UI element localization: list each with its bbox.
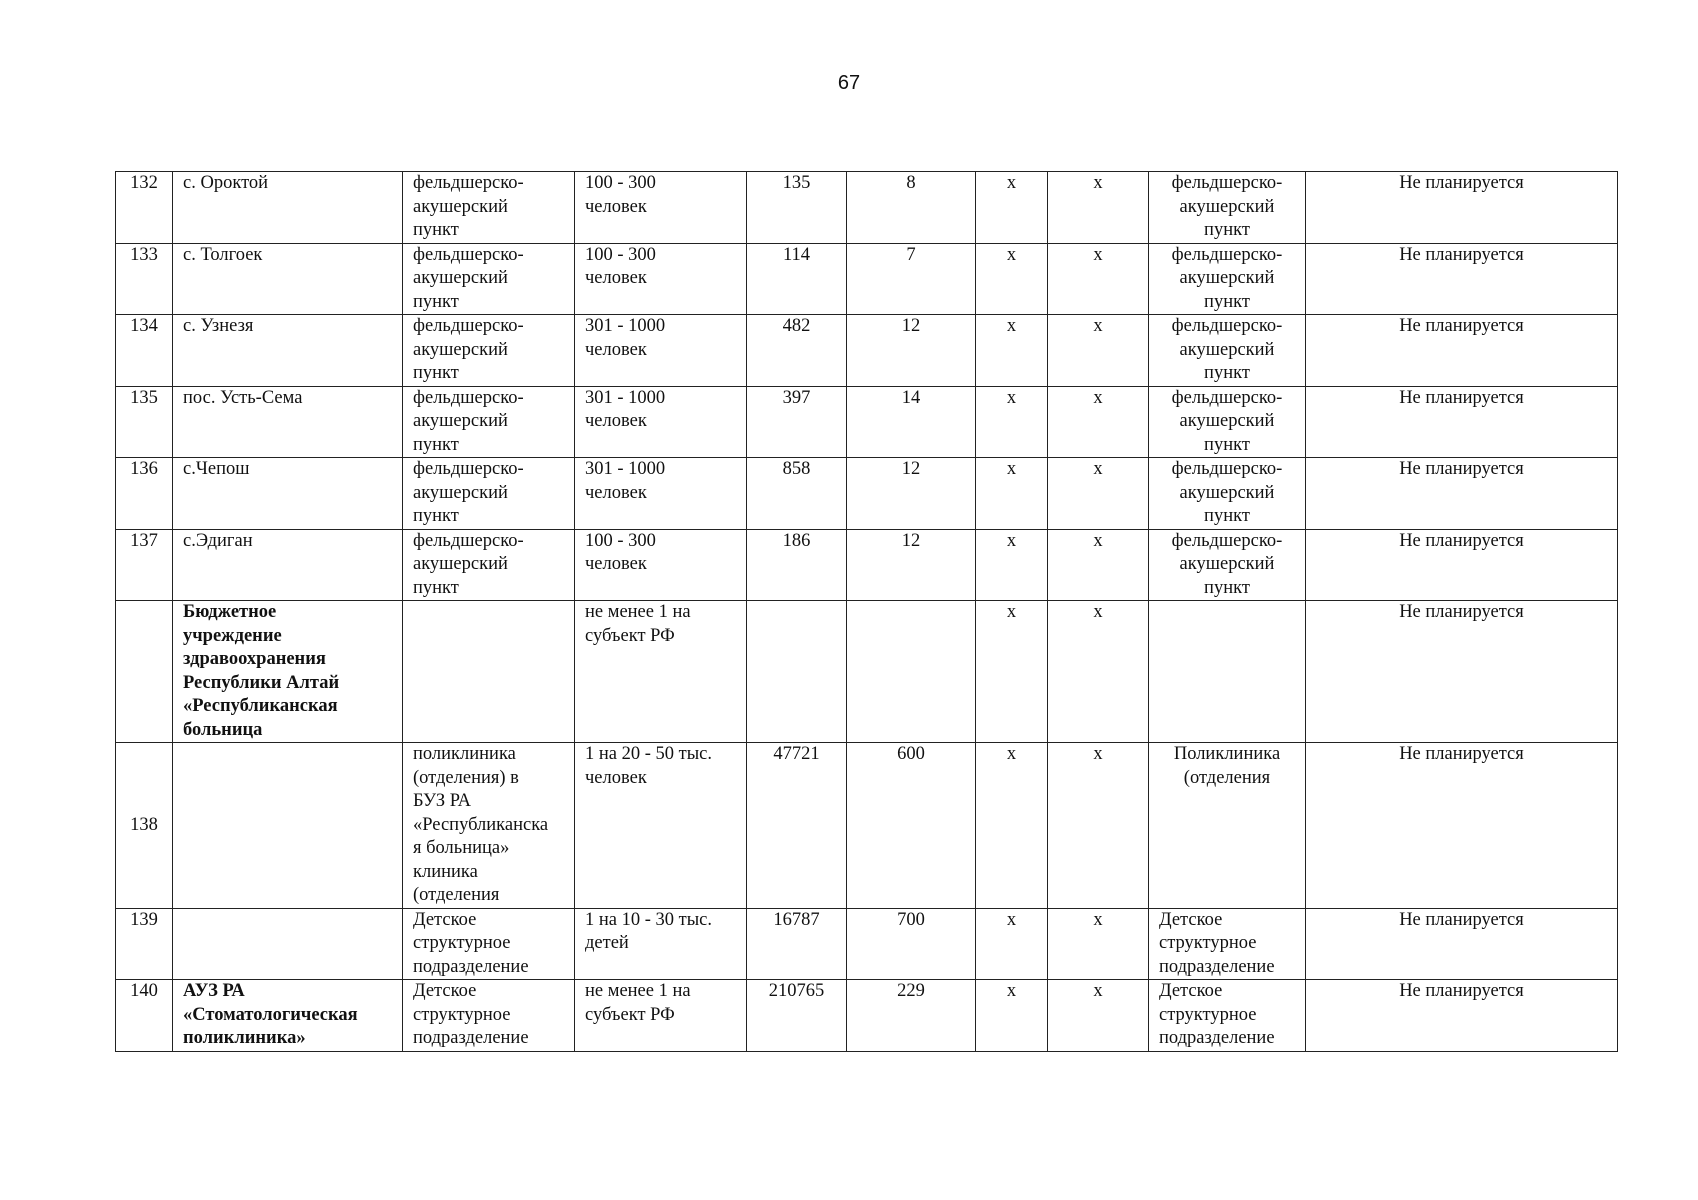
table-row: [116, 601, 1618, 743]
population-cell: 47721: [747, 743, 847, 909]
x-mark-cell: х: [1048, 529, 1149, 601]
row-number: 134: [116, 315, 173, 387]
settlement-cell: [173, 908, 403, 980]
target-facility-cell: Детское структурное подразделение: [1149, 980, 1306, 1052]
norm-cell: 100 - 300 человек: [575, 172, 747, 244]
norm-cell: 1 на 20 - 50 тыс. человек: [575, 743, 747, 909]
population-cell: 210765: [747, 980, 847, 1052]
target-facility-cell: фельдшерско- акушерский пункт: [1149, 243, 1306, 315]
x-mark-cell: х: [976, 315, 1048, 387]
x-mark-cell: х: [1048, 908, 1149, 980]
capacity-cell: 700: [847, 908, 976, 980]
table-row: [116, 908, 1618, 980]
norm-cell: 301 - 1000 человек: [575, 386, 747, 458]
plan-cell: Не планируется: [1306, 601, 1618, 743]
population-cell: 16787: [747, 908, 847, 980]
x-mark-cell: х: [976, 386, 1048, 458]
target-facility-cell: фельдшерско- акушерский пункт: [1149, 529, 1306, 601]
facility-type-cell: фельдшерско- акушерский пункт: [403, 529, 575, 601]
settlement-cell: с. Толгоек: [173, 243, 403, 315]
row-number: 132: [116, 172, 173, 244]
row-number: 138: [116, 743, 173, 909]
x-mark-cell: х: [976, 529, 1048, 601]
table-row: [116, 315, 1618, 387]
settlement-cell: с.Эдиган: [173, 529, 403, 601]
table-body: [116, 172, 1618, 1052]
target-facility-cell: Поликлиника (отделения: [1149, 743, 1306, 909]
settlement-cell: с.Чепош: [173, 458, 403, 530]
facility-type-cell: поликлиника (отделения) в БУЗ РА «Республиканска я больница» клиника (отделения: [403, 743, 575, 909]
population-cell: 482: [747, 315, 847, 387]
capacity-cell: 229: [847, 980, 976, 1052]
x-mark-cell: х: [976, 243, 1048, 315]
x-mark-cell: х: [976, 743, 1048, 909]
x-mark-cell: х: [976, 980, 1048, 1052]
norm-cell: не менее 1 на субъект РФ: [575, 980, 747, 1052]
x-mark-cell: х: [976, 601, 1048, 743]
target-facility-cell: фельдшерско- акушерский пункт: [1149, 315, 1306, 387]
organization-name-cell: АУЗ РА «Стоматологическая поликлиника»: [173, 980, 403, 1052]
population-cell: 186: [747, 529, 847, 601]
plan-cell: Не планируется: [1306, 315, 1618, 387]
x-mark-cell: х: [1048, 980, 1149, 1052]
plan-cell: Не планируется: [1306, 743, 1618, 909]
facility-type-cell: Детское структурное подразделение: [403, 908, 575, 980]
plan-cell: Не планируется: [1306, 458, 1618, 530]
plan-cell: Не планируется: [1306, 172, 1618, 244]
plan-cell: Не планируется: [1306, 386, 1618, 458]
settlement-cell: с. Узнезя: [173, 315, 403, 387]
norm-cell: 301 - 1000 человек: [575, 315, 747, 387]
capacity-cell: 600: [847, 743, 976, 909]
norm-cell: 1 на 10 - 30 тыс. детей: [575, 908, 747, 980]
table-row: [116, 458, 1618, 530]
x-mark-cell: х: [976, 908, 1048, 980]
plan-cell: Не планируется: [1306, 980, 1618, 1052]
row-number: 137: [116, 529, 173, 601]
row-number: 136: [116, 458, 173, 530]
norm-cell: 301 - 1000 человек: [575, 458, 747, 530]
x-mark-cell: х: [976, 172, 1048, 244]
capacity-cell: 14: [847, 386, 976, 458]
plan-cell: Не планируется: [1306, 529, 1618, 601]
target-facility-cell: фельдшерско- акушерский пункт: [1149, 386, 1306, 458]
table-row: [116, 243, 1618, 315]
population-cell: [747, 601, 847, 743]
capacity-cell: 7: [847, 243, 976, 315]
capacity-cell: 12: [847, 458, 976, 530]
capacity-cell: 8: [847, 172, 976, 244]
facility-type-cell: фельдшерско- акушерский пункт: [403, 243, 575, 315]
facility-type-cell: фельдшерско- акушерский пункт: [403, 172, 575, 244]
table-row: [116, 980, 1618, 1052]
target-facility-cell: [1149, 601, 1306, 743]
population-cell: 858: [747, 458, 847, 530]
population-cell: 135: [747, 172, 847, 244]
capacity-cell: 12: [847, 529, 976, 601]
x-mark-cell: х: [1048, 386, 1149, 458]
table-row: [116, 386, 1618, 458]
facility-type-cell: Детское структурное подразделение: [403, 980, 575, 1052]
x-mark-cell: х: [1048, 315, 1149, 387]
capacity-cell: [847, 601, 976, 743]
settlement-cell: пос. Усть-Сема: [173, 386, 403, 458]
page-number: 67: [837, 72, 861, 94]
table-row: [116, 529, 1618, 601]
settlement-cell: с. Ороктой: [173, 172, 403, 244]
facility-type-cell: фельдшерско- акушерский пункт: [403, 386, 575, 458]
table-row: [116, 172, 1618, 244]
x-mark-cell: х: [1048, 172, 1149, 244]
plan-cell: Не планируется: [1306, 243, 1618, 315]
facilities-table: [115, 171, 1618, 1052]
settlement-cell: [173, 743, 403, 909]
target-facility-cell: фельдшерско- акушерский пункт: [1149, 172, 1306, 244]
row-number: 139: [116, 908, 173, 980]
target-facility-cell: Детское структурное подразделение: [1149, 908, 1306, 980]
organization-name-cell: Бюджетное учреждение здравоохранения Республики Алтай «Республиканская больница: [173, 601, 403, 743]
capacity-cell: 12: [847, 315, 976, 387]
x-mark-cell: х: [976, 458, 1048, 530]
population-cell: 114: [747, 243, 847, 315]
row-number: 135: [116, 386, 173, 458]
plan-cell: Не планируется: [1306, 908, 1618, 980]
facility-type-cell: фельдшерско- акушерский пункт: [403, 315, 575, 387]
norm-cell: не менее 1 на субъект РФ: [575, 601, 747, 743]
norm-cell: 100 - 300 человек: [575, 243, 747, 315]
x-mark-cell: х: [1048, 743, 1149, 909]
x-mark-cell: х: [1048, 243, 1149, 315]
target-facility-cell: фельдшерско- акушерский пункт: [1149, 458, 1306, 530]
row-number: 140: [116, 980, 173, 1052]
row-number: [116, 601, 173, 743]
facility-type-cell: [403, 601, 575, 743]
population-cell: 397: [747, 386, 847, 458]
x-mark-cell: х: [1048, 601, 1149, 743]
table-row: [116, 743, 1618, 909]
norm-cell: 100 - 300 человек: [575, 529, 747, 601]
facility-type-cell: фельдшерско- акушерский пункт: [403, 458, 575, 530]
row-number: 133: [116, 243, 173, 315]
x-mark-cell: х: [1048, 458, 1149, 530]
